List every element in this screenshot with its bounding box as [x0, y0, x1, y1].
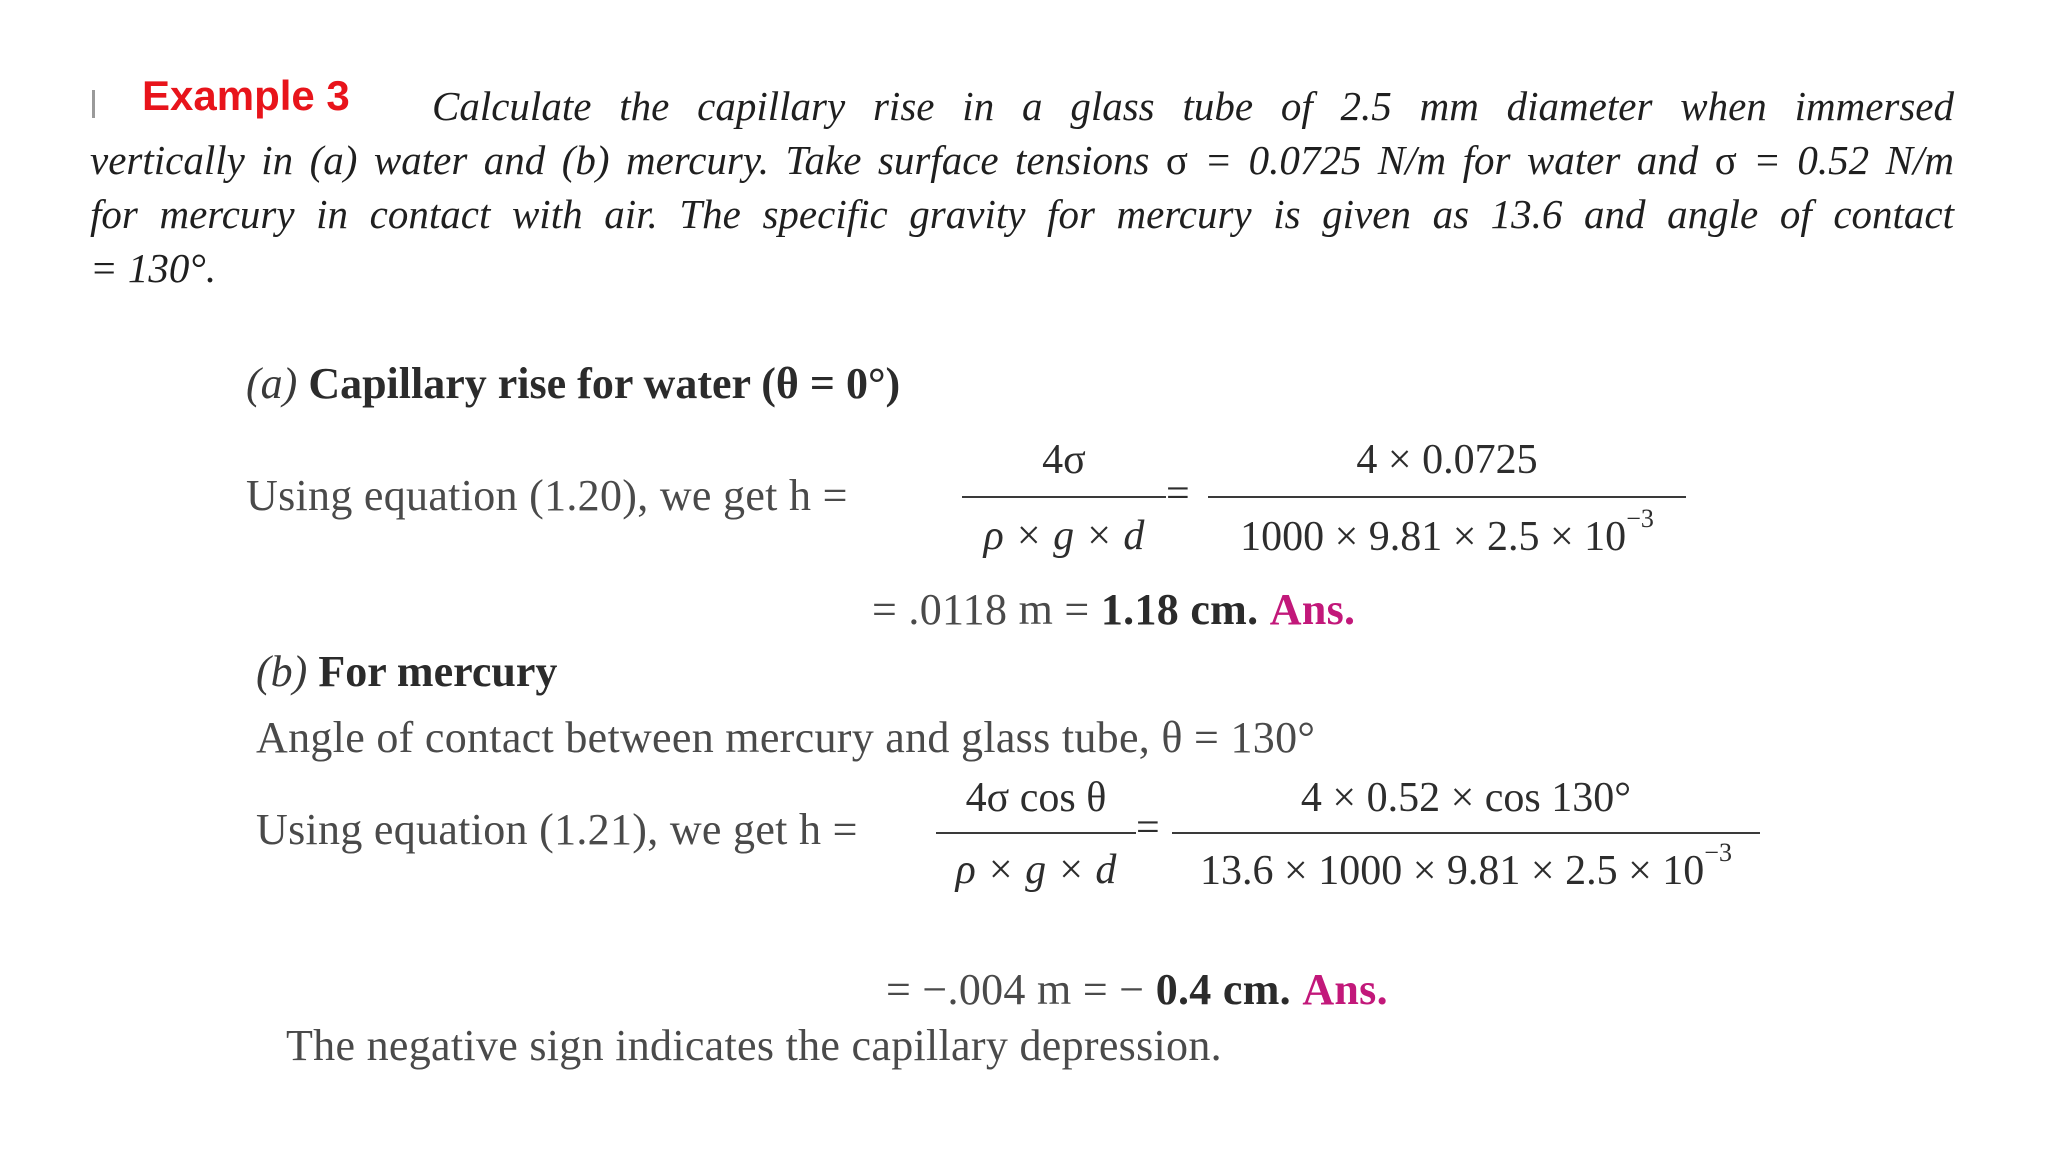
sigma-symbol: σ — [1165, 137, 1189, 183]
fraction-bar — [1208, 496, 1686, 498]
fraction-bar — [962, 496, 1166, 498]
part-b-equals: = — [1136, 805, 1160, 851]
fraction-bar — [936, 832, 1136, 834]
statement-line-1: Calculate the capillary rise in a glass tube of 2.5 mm diameter when immersed — [432, 83, 1954, 129]
part-b-heading: (b) For mercury — [256, 647, 558, 696]
sigma-symbol: σ — [1714, 137, 1737, 183]
part-a-heading: (a) Capillary rise for water (θ = 0°) — [246, 359, 901, 408]
statement-line-2: vertically in (a) water and (b) mercury. Take surface tensions σ = 0.0725 N/m for water and σ = 0.52 N/m — [90, 137, 1954, 183]
part-b-using-text: Using equation (1.21), we get h = — [256, 805, 858, 854]
answer-label: Ans. — [1269, 585, 1356, 634]
part-b-frac2-denominator: $13.6 \times 1000 \times 9.81 \times 2.5 \times 10^{-3}$ — [1200, 838, 1732, 894]
part-b-angle-text: Angle of contact between mercury and glass tube, θ = 130° — [256, 713, 1316, 762]
part-a-equals: = — [1166, 471, 1190, 517]
part-a-frac2-denominator: $1000 \times 9.81 \times 2.5 \times 10^{-3}$ — [1240, 504, 1654, 560]
conclusion-text: The negative sign indicates the capillary depression. — [286, 1021, 1222, 1070]
fraction-bar — [1172, 832, 1760, 834]
statement-line-4: = 130°. — [90, 245, 217, 291]
part-a-result: = .0118 m = 1.18 cm. Ans. — [872, 585, 1356, 634]
margin-bar — [92, 90, 95, 118]
part-a-frac2-numerator: 4 × 0.0725 — [1356, 437, 1538, 483]
part-a-frac1-denominator: ρ × g × d — [983, 513, 1145, 559]
example-title: Example 3 — [142, 72, 350, 119]
part-a-frac1-numerator: 4σ — [1042, 437, 1086, 483]
part-b-frac2-numerator: 4 × 0.52 × cos 130° — [1300, 775, 1632, 821]
statement-line-3: for mercury in contact with air. The specific gravity for mercury is given as 13.6 and angle of contact — [90, 191, 1954, 237]
answer-label: Ans. — [1302, 965, 1388, 1014]
part-b-frac1-numerator: 4σ cos θ — [965, 775, 1107, 821]
part-a-using-text: Using equation (1.20), we get h = — [246, 471, 848, 520]
part-b-frac1-denominator: ρ × g × d — [955, 847, 1117, 893]
part-b-result: = −.004 m = − 0.4 cm. Ans. — [886, 965, 1388, 1014]
